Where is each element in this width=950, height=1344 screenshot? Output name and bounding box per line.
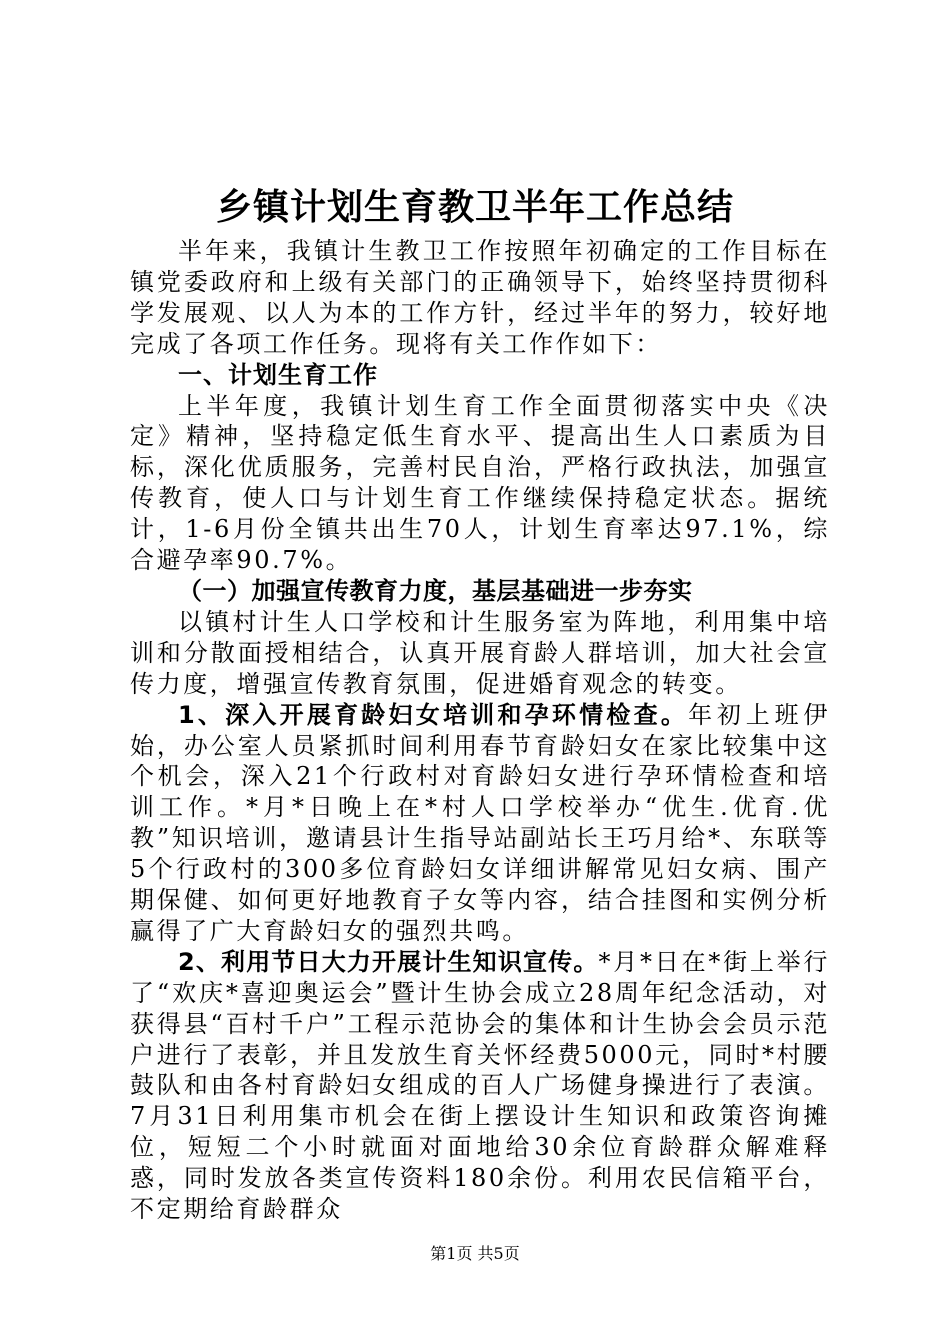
item-lead-training: 1、深入开展育龄妇女培训和孕环情检查。 (178, 700, 689, 729)
item-paragraph-holiday-publicity (130, 947, 830, 1225)
item-text-holiday-publicity: *月*日在*街上举行了“欢庆*喜迎奥运会”暨计生协会成立28周年纪念活动，对获得县“百村千户”工程示范协会的集体和计生协会会员示范户进行了表彰，并且发放生育关怀经费5000元，同时*村腰鼓队和由各村育龄妇女组成的百人广场健身操进行了表演。7月31日利用集市机会在街上摆设计生知识和政策咨询摊位，短短二个小时就面对面地给30余位育龄群众解难释惑，同时发放各类宣传资料180余份。利用农民信箱平台，不定期给育龄群众 (130, 947, 831, 1224)
item-paragraph-training (130, 700, 830, 947)
item-text-training: 年初上班伊始，办公室人员紧抓时间利用春节育龄妇女在家比较集中这个机会，深入21个行政村对育龄妇女进行孕环情检查和培训工作。*月*日晚上在*村人口学校举办“优生.优育.优教”知识培训，邀请县计生指导站副站长王巧月给*、东联等5个行政村的300多位育龄妇女详细讲解常见妇女病、围产期保健、如何更好地教育子女等内容，结合挂图和实例分析赢得了广大育龄妇女的强烈共鸣。 (130, 700, 830, 945)
item-lead-holiday-publicity: 2、利用节日大力开展计生知识宣传。 (178, 947, 599, 976)
subsection-paragraph-publicity: 以镇村计生人口学校和计生服务室为阵地，利用集中培训和分散面授相结合，认真开展育龄人群培训，加大社会宣传力度，增强宣传教育氛围，促进婚育观念的转变。 (130, 607, 830, 698)
subsection-heading-publicity: （一）加强宣传教育力度，基层基础进一步夯实 (178, 576, 693, 605)
document-body (130, 236, 830, 1225)
document-title: 乡镇计划生育教卫半年工作总结 (215, 187, 734, 228)
page-footer: 第1页 共5页 (430, 1244, 520, 1263)
section-heading-family-planning: 一、计划生育工作 (178, 360, 378, 389)
section-paragraph-family-planning: 上半年度，我镇计划生育工作全面贯彻落实中央《决定》精神，坚持稳定低生育水平、提高出生人口素质为目标，深化优质服务，完善村民自治，严格行政执法，加强宣传教育，使人口与计划生育工作继续保持稳定状态。据统计，1-6月份全镇共出生70人，计划生育率达97.1%，综合避孕率90.7%。 (130, 391, 830, 575)
intro-paragraph: 半年来，我镇计生教卫工作按照年初确定的工作目标在镇党委政府和上级有关部门的正确领导下，始终坚持贯彻科学发展观、以人为本的工作方针，经过半年的努力，较好地完成了各项工作任务。现将有关工作作如下： (130, 237, 830, 358)
